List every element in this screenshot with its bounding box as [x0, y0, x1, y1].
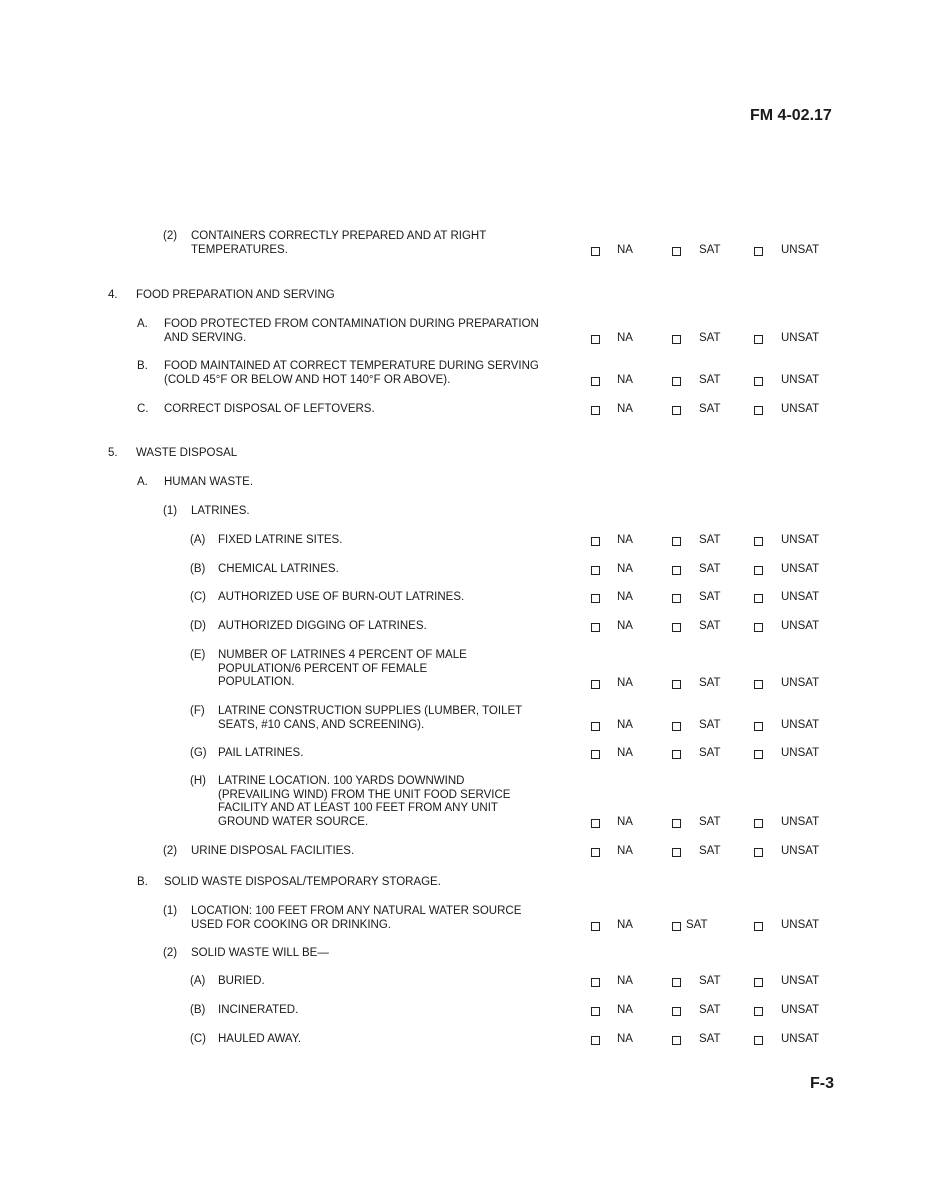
item-text-line: SOLID WASTE DISPOSAL/TEMPORARY STORAGE.	[164, 876, 441, 888]
item-text	[191, 845, 354, 859]
sat-checkbox[interactable]	[672, 377, 681, 386]
sat-label: SAT	[699, 816, 721, 829]
item-text-line: AUTHORIZED USE OF BURN-OUT LATRINES.	[218, 591, 465, 603]
na-checkbox[interactable]	[591, 750, 600, 759]
sat-label: SAT	[699, 845, 721, 857]
item-text-line: GROUND WATER SOURCE.	[218, 815, 369, 828]
na-label: NA	[617, 918, 633, 931]
na-checkbox[interactable]	[591, 377, 600, 386]
unsat-checkbox[interactable]	[754, 537, 763, 546]
na-label: NA	[617, 591, 633, 603]
item-text	[136, 447, 237, 461]
sat-label: SAT	[686, 918, 708, 931]
item-text	[218, 1033, 301, 1047]
sat-checkbox[interactable]	[672, 1036, 681, 1045]
unsat-checkbox[interactable]	[754, 247, 763, 256]
checklist-item-buried	[0, 975, 930, 989]
na-label: NA	[617, 403, 633, 415]
sat-checkbox[interactable]	[672, 1007, 681, 1016]
item-text-line: FOOD MAINTAINED AT CORRECT TEMPERATURE DURING SERVING	[164, 360, 539, 372]
sat-checkbox[interactable]	[672, 335, 681, 344]
checklist-item-authorized-use-of-burn-out-latrines	[0, 591, 930, 605]
checklist-item-pail-latrines	[0, 747, 930, 761]
sat-label: SAT	[699, 373, 721, 386]
item-text	[218, 747, 303, 761]
checklist-item-solid-waste-disposal-temporary-storage	[0, 876, 930, 890]
item-text-line: LOCATION: 100 FEET FROM ANY NATURAL WATER SOURCE	[191, 905, 522, 917]
item-number: (H)	[190, 775, 206, 787]
unsat-label: UNSAT	[781, 620, 820, 632]
unsat-label: UNSAT	[781, 816, 820, 829]
item-text	[218, 705, 522, 732]
item-text-line: CHEMICAL LATRINES.	[218, 563, 339, 575]
item-text	[191, 905, 521, 932]
unsat-checkbox[interactable]	[754, 1007, 763, 1016]
na-checkbox[interactable]	[591, 819, 600, 828]
sat-checkbox[interactable]	[672, 978, 681, 987]
item-text-line: LATRINE CONSTRUCTION SUPPLIES (LUMBER, TOILET	[218, 705, 523, 717]
sat-label: SAT	[699, 747, 721, 759]
unsat-label: UNSAT	[781, 747, 820, 759]
item-number: (B)	[190, 1004, 206, 1016]
unsat-checkbox[interactable]	[754, 594, 763, 603]
unsat-label: UNSAT	[781, 918, 820, 931]
sat-checkbox[interactable]	[672, 623, 681, 632]
item-text-line: FIXED LATRINE SITES.	[218, 534, 343, 546]
checklist-item-chemical-latrines	[0, 563, 930, 577]
na-checkbox[interactable]	[591, 335, 600, 344]
unsat-label: UNSAT	[781, 373, 820, 386]
item-text-line: HAULED AWAY.	[218, 1033, 302, 1045]
sat-checkbox[interactable]	[672, 819, 681, 828]
item-text-line: SOLID WASTE WILL BE—	[191, 947, 329, 959]
unsat-label: UNSAT	[781, 1033, 820, 1045]
sat-label: SAT	[699, 676, 721, 689]
na-label: NA	[617, 816, 633, 829]
item-text-line: CORRECT DISPOSAL OF LEFTOVERS.	[164, 403, 375, 415]
item-text-line: NUMBER OF LATRINES 4 PERCENT OF MALE	[218, 649, 467, 661]
na-label: NA	[617, 1033, 633, 1045]
unsat-checkbox[interactable]	[754, 566, 763, 575]
na-checkbox[interactable]	[591, 978, 600, 987]
item-text-line: WASTE DISPOSAL	[136, 447, 238, 459]
unsat-label: UNSAT	[781, 1004, 820, 1016]
sat-label: SAT	[699, 534, 721, 546]
item-text-line: CONTAINERS CORRECTLY PREPARED AND AT RIGHT	[191, 230, 487, 242]
na-label: NA	[617, 373, 633, 386]
item-text	[218, 975, 265, 989]
item-number: C.	[137, 403, 149, 415]
na-checkbox[interactable]	[591, 1036, 600, 1045]
na-label: NA	[617, 747, 633, 759]
na-checkbox[interactable]	[591, 722, 600, 731]
item-text	[191, 947, 329, 961]
checklist-item-fixed-latrine-sites	[0, 534, 930, 548]
sat-label: SAT	[699, 243, 721, 256]
na-checkbox[interactable]	[591, 406, 600, 415]
unsat-checkbox[interactable]	[754, 680, 763, 689]
item-number: (1)	[163, 905, 178, 917]
item-text	[218, 563, 339, 577]
item-text	[218, 591, 464, 605]
na-label: NA	[617, 243, 633, 256]
unsat-checkbox[interactable]	[754, 377, 763, 386]
na-label: NA	[617, 1004, 633, 1016]
checklist-item-food-preparation-and-serving	[0, 289, 930, 303]
item-number: 4.	[108, 289, 118, 301]
unsat-label: UNSAT	[781, 403, 820, 415]
na-checkbox[interactable]	[591, 922, 600, 931]
sat-checkbox[interactable]	[672, 680, 681, 689]
checklist-item-waste-disposal	[0, 447, 930, 461]
item-text	[164, 318, 539, 345]
item-text-line: LATRINES.	[191, 505, 250, 517]
item-text	[164, 360, 539, 387]
checklist-item-incinerated	[0, 1004, 930, 1018]
unsat-label: UNSAT	[781, 718, 820, 731]
item-number: (C)	[190, 591, 206, 603]
na-label: NA	[617, 845, 633, 857]
na-checkbox[interactable]	[591, 247, 600, 256]
item-text-line: BURIED.	[218, 975, 265, 987]
item-number: (2)	[163, 230, 178, 242]
checklist-item-latrine-location-100-yards-downwind	[0, 775, 930, 830]
checklist-item-authorized-digging-of-latrines	[0, 620, 930, 634]
item-number: (2)	[163, 845, 178, 857]
unsat-checkbox[interactable]	[754, 1036, 763, 1045]
item-text-line: (COLD 45°F OR BELOW AND HOT 140°F OR ABOVE).	[164, 373, 451, 386]
item-text	[136, 289, 335, 303]
item-text-line: SEATS, #10 CANS, AND SCREENING).	[218, 718, 425, 731]
item-text-line: URINE DISPOSAL FACILITIES.	[191, 845, 355, 857]
unsat-checkbox[interactable]	[754, 848, 763, 857]
sat-checkbox[interactable]	[672, 594, 681, 603]
item-text-line: HUMAN WASTE.	[164, 476, 254, 488]
unsat-checkbox[interactable]	[754, 722, 763, 731]
sat-label: SAT	[699, 563, 721, 575]
item-text	[218, 649, 467, 690]
na-label: NA	[617, 975, 633, 987]
item-text-line: PAIL LATRINES.	[218, 747, 304, 759]
item-text-line: AUTHORIZED DIGGING OF LATRINES.	[218, 620, 427, 632]
item-text-line: (PREVAILING WIND) FROM THE UNIT FOOD SERVICE	[218, 788, 511, 801]
unsat-checkbox[interactable]	[754, 406, 763, 415]
item-text	[191, 505, 250, 519]
item-text	[164, 876, 441, 890]
checklist-item-containers-correctly-prepared-and-at-rig	[0, 230, 930, 258]
na-checkbox[interactable]	[591, 537, 600, 546]
sat-checkbox[interactable]	[672, 247, 681, 256]
na-checkbox[interactable]	[591, 566, 600, 575]
item-text-line: FOOD PROTECTED FROM CONTAMINATION DURING PREPARATION	[164, 318, 539, 330]
item-number: B.	[137, 360, 148, 372]
checklist-item-number-of-latrines-4-percent-of-male	[0, 649, 930, 690]
na-label: NA	[617, 534, 633, 546]
item-text-line: FACILITY AND AT LEAST 100 FEET FROM ANY UNIT	[218, 802, 498, 814]
item-number: (D)	[190, 620, 206, 632]
item-number: (E)	[190, 649, 206, 661]
checklist-item-food-protected-from-contamination-during	[0, 318, 930, 346]
na-label: NA	[617, 718, 633, 731]
item-text-line: LATRINE LOCATION. 100 YARDS DOWNWIND	[218, 775, 465, 787]
sat-checkbox[interactable]	[672, 537, 681, 546]
item-number: (1)	[163, 505, 178, 517]
unsat-label: UNSAT	[781, 331, 820, 344]
na-label: NA	[617, 563, 633, 575]
unsat-checkbox[interactable]	[754, 978, 763, 987]
item-number: (A)	[190, 975, 206, 987]
page-number: F-3	[810, 1075, 834, 1092]
unsat-label: UNSAT	[781, 845, 820, 857]
sat-label: SAT	[699, 591, 721, 603]
na-checkbox[interactable]	[591, 1007, 600, 1016]
sat-label: SAT	[699, 403, 721, 415]
na-checkbox[interactable]	[591, 680, 600, 689]
item-text-line: TEMPERATURES.	[191, 243, 288, 256]
document-number: FM 4-02.17	[750, 107, 832, 124]
item-text	[164, 403, 375, 417]
sat-checkbox[interactable]	[672, 566, 681, 575]
item-text	[164, 476, 253, 490]
item-text-line: INCINERATED.	[218, 1004, 299, 1016]
sat-label: SAT	[699, 718, 721, 731]
unsat-checkbox[interactable]	[754, 922, 763, 931]
item-text	[191, 230, 486, 257]
unsat-label: UNSAT	[781, 563, 820, 575]
item-text	[218, 1004, 298, 1018]
na-label: NA	[617, 620, 633, 632]
sat-label: SAT	[699, 620, 721, 632]
item-text	[218, 775, 510, 829]
sat-label: SAT	[699, 1033, 721, 1045]
checklist-item-hauled-away	[0, 1033, 930, 1047]
na-label: NA	[617, 331, 633, 344]
checklist-item-latrines	[0, 505, 930, 519]
checklist-item-solid-waste-will-be	[0, 947, 930, 961]
checklist-item-human-waste	[0, 476, 930, 490]
unsat-label: UNSAT	[781, 676, 820, 689]
checklist-item-food-maintained-at-correct-temperature-d	[0, 360, 930, 388]
sat-checkbox[interactable]	[672, 750, 681, 759]
item-text-line: FOOD PREPARATION AND SERVING	[136, 289, 335, 301]
sat-checkbox[interactable]	[672, 722, 681, 731]
item-text-line: AND SERVING.	[164, 331, 247, 344]
item-number: A.	[137, 318, 148, 330]
item-number: B.	[137, 876, 148, 888]
sat-label: SAT	[699, 331, 721, 344]
unsat-checkbox[interactable]	[754, 750, 763, 759]
unsat-label: UNSAT	[781, 975, 820, 987]
na-checkbox[interactable]	[591, 848, 600, 857]
unsat-label: UNSAT	[781, 243, 820, 256]
checklist-item-latrine-construction-supplies-lumber-toi	[0, 705, 930, 733]
item-text	[218, 620, 427, 634]
sat-label: SAT	[699, 1004, 721, 1016]
unsat-checkbox[interactable]	[754, 623, 763, 632]
item-number: A.	[137, 476, 148, 488]
na-checkbox[interactable]	[591, 623, 600, 632]
item-text-line: POPULATION/6 PERCENT OF FEMALE	[218, 662, 428, 675]
na-label: NA	[617, 676, 633, 689]
unsat-label: UNSAT	[781, 591, 820, 603]
item-text-line: POPULATION.	[218, 676, 295, 688]
checklist-item-urine-disposal-facilities	[0, 845, 930, 859]
sat-checkbox[interactable]	[672, 922, 681, 931]
sat-checkbox[interactable]	[672, 848, 681, 857]
item-text-line: USED FOR COOKING OR DRINKING.	[191, 918, 391, 931]
checklist-item-correct-disposal-of-leftovers	[0, 403, 930, 417]
item-number: (F)	[190, 705, 205, 717]
unsat-label: UNSAT	[781, 534, 820, 546]
na-checkbox[interactable]	[591, 594, 600, 603]
item-number: (G)	[190, 747, 207, 759]
item-text	[218, 534, 342, 548]
unsat-checkbox[interactable]	[754, 819, 763, 828]
item-number: (B)	[190, 563, 206, 575]
unsat-checkbox[interactable]	[754, 335, 763, 344]
item-number: (A)	[190, 534, 206, 546]
sat-label: SAT	[699, 975, 721, 987]
item-number: (2)	[163, 947, 178, 959]
item-number: (C)	[190, 1033, 206, 1045]
sat-checkbox[interactable]	[672, 406, 681, 415]
item-number: 5.	[108, 447, 118, 459]
checklist-item-location-100-feet-from-any-natural-water	[0, 905, 930, 933]
